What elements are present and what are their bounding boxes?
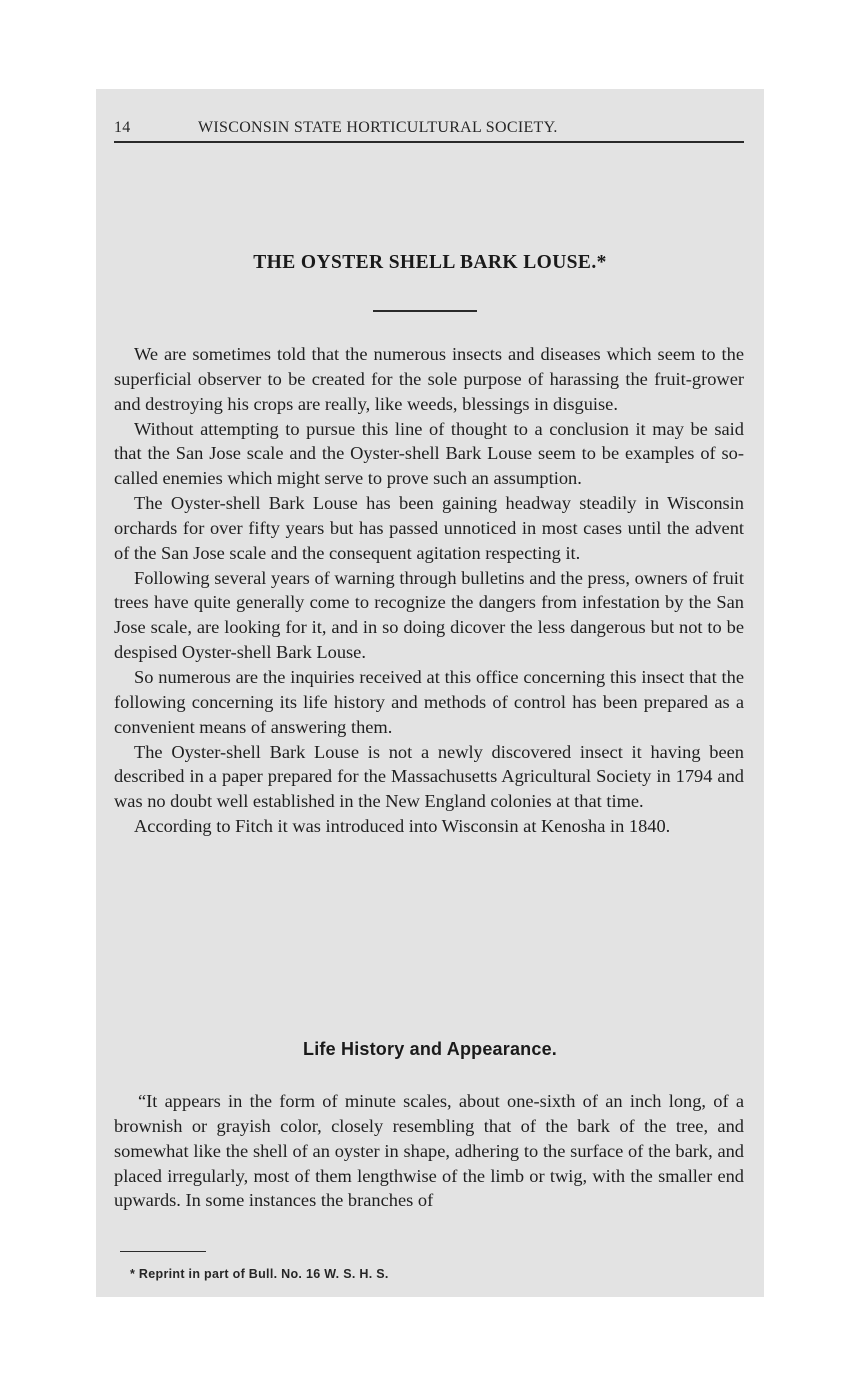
- section-heading: Life History and Appearance.: [303, 1039, 557, 1059]
- title-rule: [373, 310, 477, 312]
- paragraph: The Oyster-shell Bark Louse has been gaining headway steadily in Wisconsin orchards for over fifty years but has passed unnoticed in most cases until the advent of the San Jose scale and the consequent agitation respecting it.: [114, 493, 744, 563]
- quoted-passage: [114, 1089, 744, 1213]
- scanned-page: [96, 89, 764, 1297]
- page-number: 14: [114, 119, 131, 136]
- quote-paragraph: “It appears in the form of minute scales, about one-sixth of an inch long, of a brownish or grayish color, closely resembling that of the bark of the tree, and somewhat like the shell of an oyster in shape, adhering to the surface of the bark, and placed irregularly, most of them lengthwise of the limb or twig, with the smaller end upwards. In some instances the branches of: [114, 1091, 744, 1211]
- paragraph: According to Fitch it was introduced into Wisconsin at Kenosha in 1840.: [134, 816, 671, 837]
- running-head: [114, 119, 744, 137]
- article-body: [114, 342, 744, 839]
- paragraph: The Oyster-shell Bark Louse is not a newly discovered insect it having been described in a paper prepared for the Massachusetts Agricultural Society in 1794 and was no doubt well established in the New England colonies at that time.: [114, 741, 744, 812]
- paragraph: We are sometimes told that the numerous insects and diseases which seem to the superficial observer to be created for the sole purpose of harassing the fruit-grower and destroying his crops are really, like weeds, blessings in disguise.: [114, 344, 744, 414]
- paragraph: So numerous are the inquiries received at this office concerning this insect that the following concerning its life history and methods of control has been prepared as a convenient means of answering them.: [114, 666, 744, 737]
- footnote: * Reprint in part of Bull. No. 16 W. S. H. S.: [130, 1267, 389, 1281]
- article-title: THE OYSTER SHELL BARK LOUSE.*: [253, 252, 607, 273]
- publication-title: WISCONSIN STATE HORTICULTURAL SOCIETY.: [198, 119, 558, 136]
- paragraph: Following several years of warning through bulletins and the press, owners of fruit trees have quite generally come to recognize the dangers from infestation by the San Jose scale, are looking for it, and in so doing dicover the less dangerous but not to be despised Oyster-shell Bark Louse.: [114, 567, 744, 663]
- paragraph: Without attempting to pursue this line of thought to a conclusion it may be said that the San Jose scale and the Oyster-shell Bark Louse seem to be examples of so-called enemies which might serve to prove such an assumption.: [114, 418, 744, 489]
- header-rule: [114, 141, 744, 143]
- footnote-rule: [120, 1251, 206, 1252]
